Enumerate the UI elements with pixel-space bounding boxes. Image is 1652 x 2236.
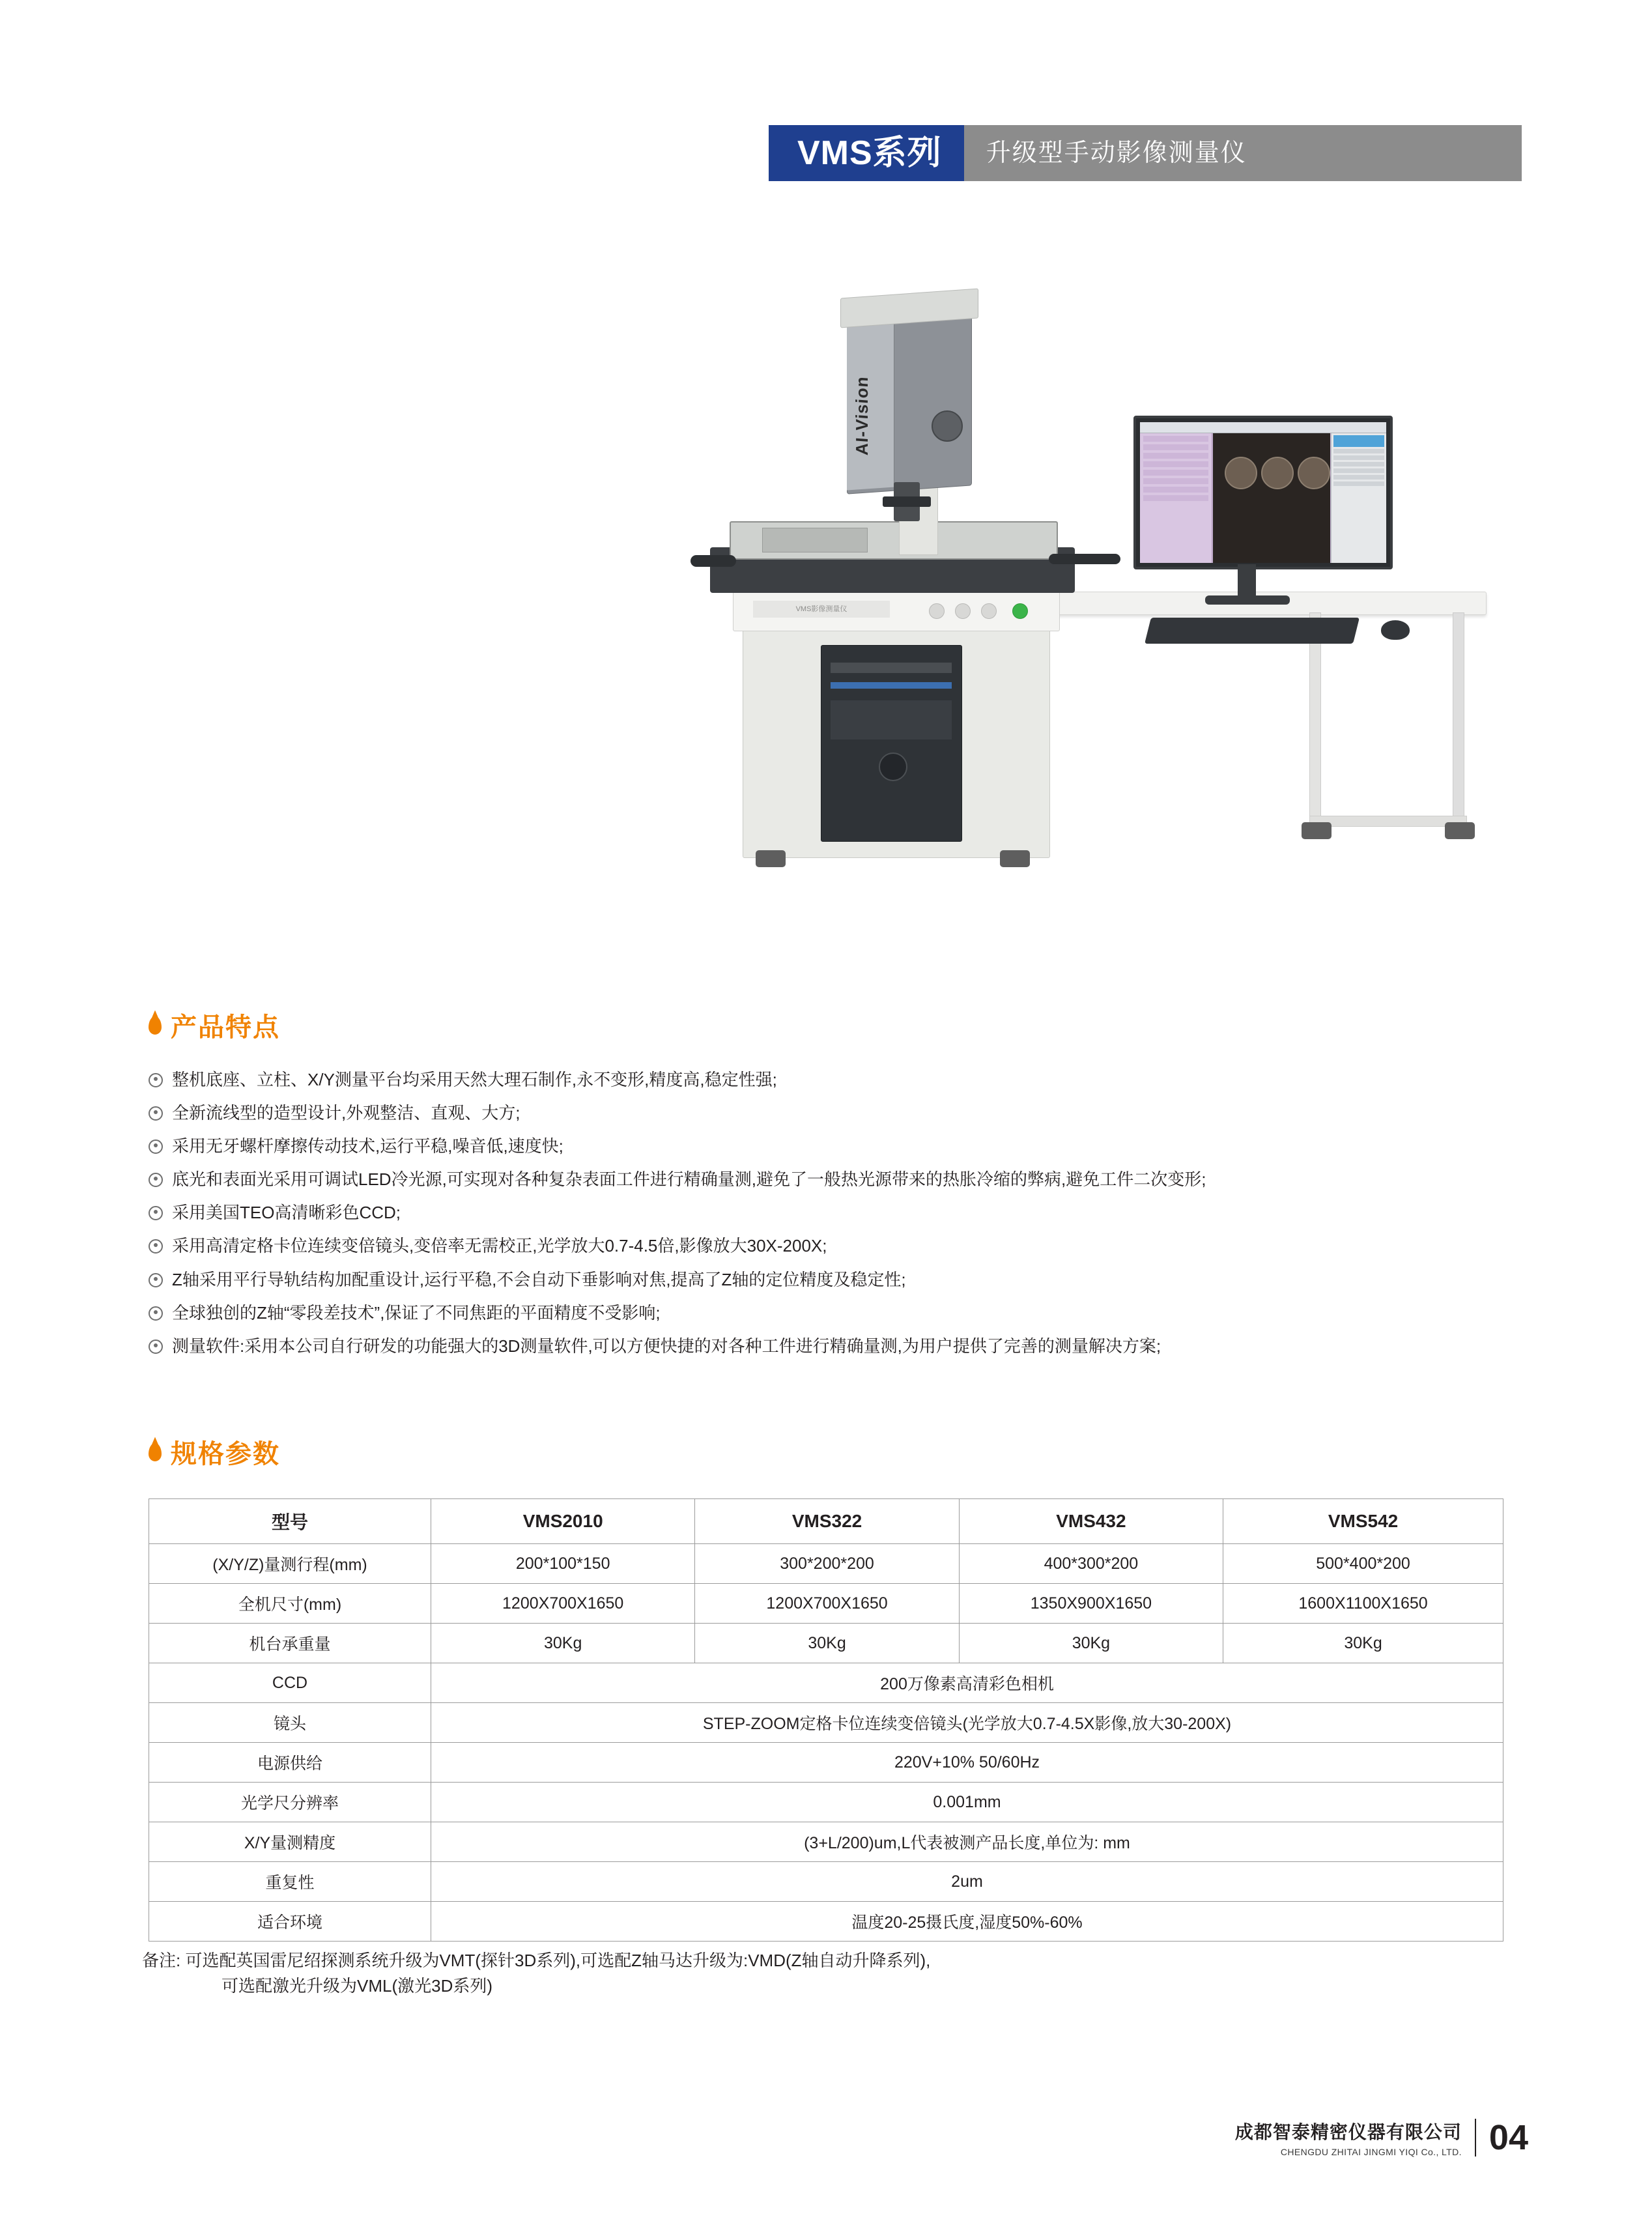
monitor-stand-neck bbox=[1238, 564, 1256, 598]
table-row bbox=[149, 1783, 1503, 1822]
row-value: 200*100*150 bbox=[431, 1544, 695, 1584]
row-value: 30Kg bbox=[431, 1624, 695, 1663]
row-label: 重复性 bbox=[149, 1862, 431, 1902]
footer-divider bbox=[1475, 2119, 1476, 2157]
table-row bbox=[149, 1703, 1503, 1743]
desk-rail bbox=[1309, 816, 1467, 827]
computer-tower bbox=[821, 645, 962, 842]
table-row bbox=[149, 1743, 1503, 1783]
row-label: 镜头 bbox=[149, 1703, 431, 1743]
series-title: VMS系列 bbox=[769, 125, 964, 181]
software-left-row bbox=[1143, 453, 1208, 459]
software-left-row bbox=[1143, 495, 1208, 501]
row-value: 400*300*200 bbox=[959, 1544, 1223, 1584]
bullet-icon bbox=[149, 1073, 163, 1087]
bullet-icon bbox=[149, 1340, 163, 1354]
page-header-banner bbox=[769, 125, 1522, 181]
bullet-icon bbox=[149, 1140, 163, 1154]
table-row bbox=[149, 1663, 1503, 1703]
row-value: 1200X700X1650 bbox=[431, 1584, 695, 1624]
focus-knob bbox=[932, 410, 963, 442]
software-panel-row bbox=[1333, 449, 1384, 453]
software-left-row bbox=[1143, 478, 1208, 484]
feature-text: 采用无牙螺杆摩擦传动技术,运行平稳,噪音低,速度快; bbox=[172, 1136, 563, 1156]
bullet-icon bbox=[149, 1306, 163, 1321]
bullet-icon bbox=[149, 1239, 163, 1254]
row-label: 全机尺寸(mm) bbox=[149, 1584, 431, 1624]
software-panel-row bbox=[1333, 455, 1384, 460]
features-section-heading bbox=[149, 1007, 280, 1044]
feature-text: 底光和表面光采用可调试LED冷光源,可实现对各种复杂表面工件进行精确量测,避免了一般热光源带来的热胀冷缩的弊病,避免工件二次变形; bbox=[172, 1169, 1206, 1190]
stage-knob-right bbox=[1049, 554, 1120, 564]
panel-power-button bbox=[1012, 603, 1028, 619]
specifications-table bbox=[149, 1498, 1503, 1942]
page-number: 04 bbox=[1488, 2118, 1528, 2157]
row-label: 光学尺分辨率 bbox=[149, 1783, 431, 1822]
row-label: X/Y量测精度 bbox=[149, 1822, 431, 1862]
list-item bbox=[149, 1335, 1543, 1358]
workpiece-hole bbox=[1225, 457, 1257, 489]
software-image-view bbox=[1213, 433, 1330, 563]
machine-foot-left bbox=[756, 850, 786, 867]
software-toolbar bbox=[1140, 422, 1386, 433]
table-row bbox=[149, 1584, 1503, 1624]
table-notes bbox=[142, 1948, 1510, 1999]
software-right-panel bbox=[1331, 433, 1386, 563]
row-label: 电源供给 bbox=[149, 1743, 431, 1783]
row-label: CCD bbox=[149, 1663, 431, 1703]
row-value: 200万像素高清彩色相机 bbox=[431, 1663, 1503, 1703]
table-row bbox=[149, 1862, 1503, 1902]
panel-knob-2 bbox=[955, 603, 971, 619]
product-photo bbox=[326, 195, 1368, 964]
list-item bbox=[149, 1302, 1543, 1325]
company-name-en: CHENGDU ZHITAI JINGMI YIQI Co., LTD. bbox=[1280, 2147, 1462, 2157]
table-row bbox=[149, 1624, 1503, 1663]
row-value: 温度20-25摄氏度,湿度50%-60% bbox=[431, 1902, 1503, 1942]
row-value: 0.001mm bbox=[431, 1783, 1503, 1822]
table-row bbox=[149, 1902, 1503, 1942]
monitor-stand-base bbox=[1205, 595, 1290, 605]
stage-glass-plate bbox=[730, 521, 1058, 560]
table-row bbox=[149, 1822, 1503, 1862]
bullet-icon bbox=[149, 1106, 163, 1121]
tower-drive-bay bbox=[831, 663, 952, 673]
column-header: VMS322 bbox=[695, 1499, 959, 1544]
tower-front-panel bbox=[831, 700, 952, 739]
row-value: STEP-ZOOM定格卡位连续变倍镜头(光学放大0.7-4.5X影像,放大30-200X) bbox=[431, 1703, 1503, 1743]
workpiece-hole bbox=[1298, 457, 1330, 489]
row-value: 30Kg bbox=[1223, 1624, 1503, 1663]
droplet-icon bbox=[149, 1443, 162, 1461]
software-panel-row bbox=[1333, 462, 1384, 466]
feature-text: 采用美国TEO高清晰彩色CCD; bbox=[172, 1203, 401, 1223]
list-item bbox=[149, 1235, 1543, 1257]
software-panel-header bbox=[1333, 435, 1384, 447]
workpiece-hole bbox=[1261, 457, 1294, 489]
spec-section-heading bbox=[149, 1433, 280, 1470]
tower-indicator-strip bbox=[831, 682, 952, 689]
machine-foot-right bbox=[1000, 850, 1030, 867]
company-block bbox=[1235, 2118, 1462, 2157]
desk-foot-left bbox=[1302, 822, 1332, 839]
lens-ring-light bbox=[883, 496, 931, 507]
machine-control-panel bbox=[733, 590, 1060, 631]
feature-text: 全球独创的Z轴“零段差技术”,保证了不同焦距的平面精度不受影响; bbox=[172, 1302, 661, 1323]
company-name-cn: 成都智泰精密仪器有限公司 bbox=[1234, 2122, 1462, 2142]
row-label: (X/Y/Z)量测行程(mm) bbox=[149, 1544, 431, 1584]
row-label: 机台承重量 bbox=[149, 1624, 431, 1663]
list-item bbox=[149, 1168, 1543, 1191]
row-value: 300*200*200 bbox=[695, 1544, 959, 1584]
desk-foot-right bbox=[1445, 822, 1475, 839]
list-item bbox=[149, 1102, 1543, 1125]
list-item bbox=[149, 1068, 1543, 1091]
row-value: 30Kg bbox=[959, 1624, 1223, 1663]
row-value: 1200X700X1650 bbox=[695, 1584, 959, 1624]
mouse bbox=[1381, 620, 1410, 640]
bullet-icon bbox=[149, 1173, 163, 1187]
column-header: 型号 bbox=[149, 1499, 431, 1544]
spec-title: 规格参数 bbox=[171, 1440, 280, 1469]
row-value: 220V+10% 50/60Hz bbox=[431, 1743, 1503, 1783]
feature-text: Z轴采用平行导轨结构加配重设计,运行平稳,不会自动下垂影响对焦,提高了Z轴的定位精度及稳定性; bbox=[172, 1269, 906, 1289]
series-subtitle: 升级型手动影像测量仪 bbox=[964, 125, 1522, 181]
software-left-row bbox=[1143, 444, 1208, 450]
desk-leg-left bbox=[1309, 612, 1321, 829]
software-panel-row bbox=[1333, 475, 1384, 480]
row-value: 30Kg bbox=[695, 1624, 959, 1663]
note-line-2: 可选配激光升级为VML(激光3D系列) bbox=[221, 1976, 493, 1996]
software-left-row bbox=[1143, 470, 1208, 476]
table-row bbox=[149, 1544, 1503, 1584]
software-left-panel bbox=[1140, 433, 1212, 563]
software-left-row bbox=[1143, 436, 1208, 442]
column-header: VMS2010 bbox=[431, 1499, 695, 1544]
row-label: 适合环境 bbox=[149, 1902, 431, 1942]
desk-leg-right bbox=[1453, 612, 1464, 829]
bullet-icon bbox=[149, 1273, 163, 1287]
software-left-row bbox=[1143, 487, 1208, 493]
keyboard bbox=[1145, 618, 1360, 644]
stage-glass-window bbox=[762, 528, 868, 552]
monitor bbox=[1133, 416, 1393, 569]
bullet-icon bbox=[149, 1206, 163, 1220]
feature-text: 全新流线型的造型设计,外观整洁、直观、大方; bbox=[172, 1103, 520, 1123]
monitor-screen bbox=[1140, 422, 1386, 563]
table-header-row bbox=[149, 1499, 1503, 1544]
feature-text: 整机底座、立柱、X/Y测量平台均采用天然大理石制作,永不变形,精度高,稳定性强; bbox=[172, 1070, 777, 1089]
feature-text: 测量软件:采用本公司自行研发的功能强大的3D测量软件,可以方便快捷的对各种工件进行精确量测,为用户提供了完善的测量解决方案; bbox=[172, 1336, 1161, 1356]
features-list bbox=[149, 1068, 1543, 1368]
row-value: (3+L/200)um,L代表被测产品长度,单位为: mm bbox=[431, 1822, 1503, 1862]
column-header: VMS432 bbox=[959, 1499, 1223, 1544]
column-header: VMS542 bbox=[1223, 1499, 1503, 1544]
list-item bbox=[149, 1268, 1543, 1291]
list-item bbox=[149, 1135, 1543, 1158]
features-title: 产品特点 bbox=[171, 1013, 280, 1042]
panel-knob-1 bbox=[929, 603, 945, 619]
feature-text: 采用高清定格卡位连续变倍镜头,变倍率无需校正,光学放大0.7-4.5倍,影像放大30X-200X; bbox=[172, 1236, 827, 1256]
list-item bbox=[149, 1201, 1543, 1224]
row-value: 1600X1100X1650 bbox=[1223, 1584, 1503, 1624]
panel-knob-3 bbox=[981, 603, 997, 619]
stage-knob-left bbox=[691, 555, 736, 567]
note-line-1: 备注: 可选配英国雷尼绍探测系统升级为VMT(探针3D系列),可选配Z轴马达升级为:VMD(Z轴自动升降系列), bbox=[142, 1951, 931, 1970]
tower-fan bbox=[879, 752, 907, 781]
panel-label: VMS影像测量仪 bbox=[753, 601, 890, 618]
row-value: 1350X900X1650 bbox=[959, 1584, 1223, 1624]
machine-brand-logo: AI-Vision bbox=[852, 375, 872, 456]
droplet-icon bbox=[149, 1016, 162, 1035]
software-panel-row bbox=[1333, 481, 1384, 486]
software-panel-row bbox=[1333, 468, 1384, 473]
software-left-row bbox=[1143, 461, 1208, 467]
row-value: 500*400*200 bbox=[1223, 1544, 1503, 1584]
page-footer bbox=[1235, 2117, 1528, 2158]
row-value: 2um bbox=[431, 1862, 1503, 1902]
